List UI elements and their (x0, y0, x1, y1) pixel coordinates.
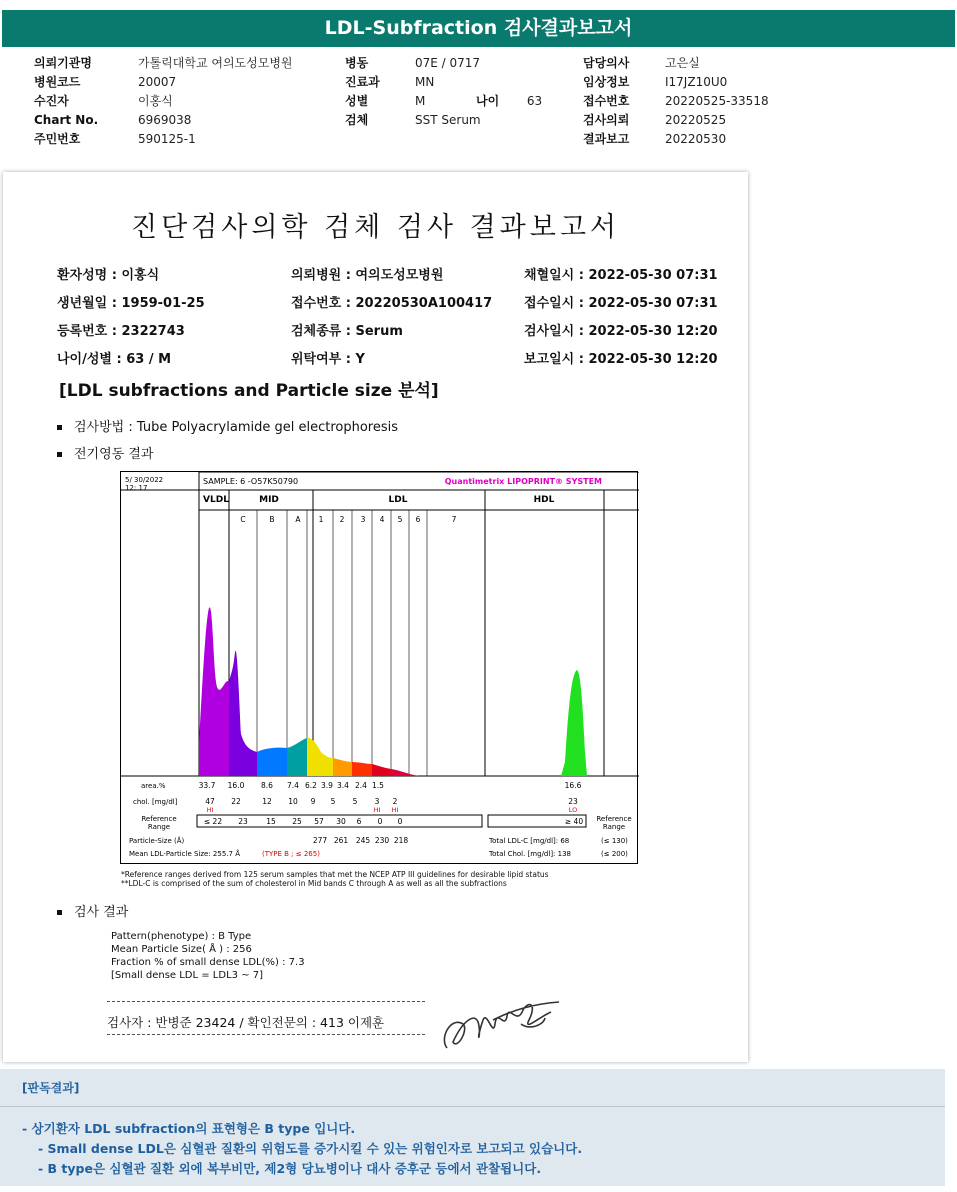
judgement-title: [판독결과] (22, 1081, 80, 1095)
chart-brand: Quantimetrix LIPOPRINT® SYSTEM (444, 477, 602, 486)
chart-chol-value: 10 (288, 797, 298, 806)
chart-area-value: 6.2 (305, 781, 317, 790)
header-col3 (583, 54, 769, 149)
chart-ref-label: Range (602, 823, 626, 831)
info-test-time: 검사일시 : 2022-05-30 12:20 (524, 324, 718, 339)
info-specimen: 검체종류 : Serum (291, 324, 403, 339)
chart-ref-value: ≤ 22 (203, 817, 223, 826)
chart-peak (199, 607, 229, 776)
header-value: 20220525-33518 (665, 94, 769, 108)
chart-chol-label: chol. [mg/dl] (133, 798, 178, 806)
result-definition: [Small dense LDL = LDL3 ~ 7] (111, 970, 264, 981)
chart-chol-value: 5 (330, 797, 336, 806)
info-collect-time: 채혈일시 : 2022-05-30 07:31 (524, 268, 718, 283)
chart-band-label: B (269, 515, 275, 524)
chart-group-label: VLDL (203, 495, 229, 505)
header-row (583, 111, 769, 130)
chart-ref-value: 0 (377, 817, 383, 826)
chart-ref-label: Reference (141, 815, 177, 823)
chart-area-value: 8.6 (261, 781, 273, 790)
chart-flag: LO (568, 806, 578, 814)
chart-ref-value: 30 (336, 817, 346, 826)
header-row (583, 92, 769, 111)
chart-chol-value: 47 (205, 797, 215, 806)
method-line (57, 416, 398, 435)
chart-area-value: 33.7 (198, 781, 216, 790)
result-fraction: Fraction % of small dense LDL(%) : 7.3 (111, 957, 305, 968)
chart-ref-value: 15 (266, 817, 276, 826)
chart-area-label: area.% (141, 782, 166, 790)
header-label: 접수번호 (583, 94, 630, 108)
info-consign: 위탁여부 : Y (291, 352, 365, 367)
chart-ref-label: Reference (596, 815, 632, 823)
header-value: 고은실 (665, 56, 700, 70)
chart-ref-value: 23 (238, 817, 248, 826)
header-label: 담당의사 (583, 56, 630, 70)
header-value: 가톨릭대학교 여의도성모병원 (138, 56, 293, 70)
bullet-icon (57, 452, 62, 457)
header-value: 20007 (138, 75, 177, 89)
header-row (583, 73, 769, 92)
chart-band-label: 3 (360, 515, 366, 524)
section-title: [LDL subfractions and Particle size 분석] (59, 381, 439, 401)
chart-total-ldl-ref: (≤ 130) (601, 837, 628, 845)
footnote-2: **LDL-C is comprised of the sum of cholesterol in Mid bands C through A as well as all the subfractions (121, 879, 507, 888)
header-row (34, 92, 293, 111)
header-label: 성별 (345, 94, 369, 108)
header-label: 검체 (345, 113, 369, 127)
chart-ref-value: 0 (397, 817, 403, 826)
chart-area-value: 16.0 (227, 781, 245, 790)
report-document (3, 172, 748, 1062)
header-row (345, 111, 481, 130)
footnote-1: *Reference ranges derived from 125 serum samples that met the NCEP ATP III guidelines for desirable lipid status (121, 870, 549, 879)
chart-band-label: C (240, 515, 246, 524)
chart-band-label: A (295, 515, 301, 524)
header-row (34, 111, 293, 130)
page-title: LDL-Subfraction 검사결과보고서 (2, 10, 955, 47)
chart-area-value: 16.6 (564, 781, 582, 790)
header-value: MN (415, 75, 435, 89)
judgement-line-3: - B type은 심혈관 질환 외에 복부비만, 제2형 당뇨병이나 대사 증후군 등에서 관찰됩니다. (38, 1161, 542, 1176)
header-row (34, 73, 293, 92)
header-label: 의뢰기관명 (34, 56, 92, 70)
age-label: 나이 (476, 94, 500, 108)
chart-peak (333, 758, 352, 776)
result-heading: 검사 결과 (74, 905, 129, 920)
header-col1 (34, 54, 293, 149)
chart-band-label: 4 (379, 515, 385, 524)
signature-text: 검사자 : 반병준 23424 / 확인전문의 : 413 이제훈 (107, 1015, 385, 1030)
chart-band-label: 6 (415, 515, 421, 524)
chart-ref-value: 57 (314, 817, 324, 826)
result-heading-line (57, 901, 128, 920)
chart-chol-value: 5 (352, 797, 358, 806)
chart-band-label: 5 (397, 515, 403, 524)
chart-flag: HI (373, 806, 381, 814)
report-title: 진단검사의학 검체 검사 결과보고서 (131, 212, 620, 243)
header-label: 진료과 (345, 75, 380, 89)
header-value: 20220525 (665, 113, 727, 127)
chart-group-label: LDL (388, 495, 408, 505)
chart-sample: SAMPLE: 6 -O57K50790 (203, 477, 299, 486)
header-label: 결과보고 (583, 132, 630, 146)
chart-group-label: HDL (533, 495, 555, 505)
chart-total-chol: Total Chol. [mg/dl]: 138 (489, 850, 571, 858)
chart-peak (229, 651, 257, 776)
header-label: 병동 (345, 56, 369, 70)
chart-peak (307, 738, 333, 776)
chart-area-value: 3.4 (337, 781, 349, 790)
judgement-panel (0, 1069, 945, 1186)
header-row (345, 92, 481, 111)
chart-chol-value: 23 (568, 797, 578, 806)
chart-band-label: 7 (451, 515, 457, 524)
chart-date: 5/ 30/2022 (125, 476, 164, 484)
chart-ref-value: ≥ 40 (564, 817, 584, 826)
info-hospital: 의뢰병원 : 여의도성모병원 (291, 268, 444, 283)
info-name: 환자성명 : 이홍식 (57, 268, 160, 283)
chart-peak (372, 764, 391, 776)
bullet-icon (57, 425, 62, 430)
electrophoresis-chart (120, 471, 638, 864)
chart-ps-value: 261 (333, 836, 349, 845)
chart-type-label: (TYPE B ; ≤ 265) (262, 850, 320, 858)
header-row (34, 130, 293, 149)
method-text: 검사방법 : Tube Polyacrylamide gel electrophoresis (74, 420, 399, 435)
header-label: 검사의뢰 (583, 113, 630, 127)
chart-area-value: 2.4 (355, 781, 367, 790)
chart-flag: HI (206, 806, 214, 814)
header-label: 수진자 (34, 94, 69, 108)
header-row (345, 54, 481, 73)
judgement-line-1: - 상기환자 LDL subfraction의 표현형은 B type 입니다. (22, 1121, 356, 1136)
header-label: 임상정보 (583, 75, 630, 89)
header-row (583, 54, 769, 73)
header-label: 주민번호 (34, 132, 81, 146)
chart-area-value: 1.5 (372, 781, 384, 790)
info-regno: 등록번호 : 2322743 (57, 324, 185, 339)
chart-chol-value: 3 (374, 797, 380, 806)
header-value: 6969038 (138, 113, 192, 127)
chart-mean-label: Mean LDL-Particle Size: 255.7 Å (129, 850, 240, 858)
header-value: 20220530 (665, 132, 727, 146)
info-age-sex: 나이/성별 : 63 / M (57, 352, 172, 367)
header-value: 590125-1 (138, 132, 196, 146)
electrophoresis-svg (121, 472, 639, 865)
electro-text: 전기영동 결과 (74, 447, 154, 462)
header-row (34, 54, 293, 73)
chart-total-ldl: Total LDL-C [mg/dl]: 68 (489, 837, 570, 845)
info-birth: 생년월일 : 1959-01-25 (57, 296, 205, 311)
info-receipt-time: 접수일시 : 2022-05-30 07:31 (524, 296, 718, 311)
chart-time: 12: 17 (125, 484, 148, 492)
signature-image (433, 990, 563, 1062)
chart-ps-value: 277 (312, 836, 328, 845)
divider (107, 1001, 425, 1002)
header-row (345, 73, 481, 92)
header-label: Chart No. (34, 113, 99, 127)
judgement-line-2: - Small dense LDL은 심혈관 질환의 위험도를 증가시킬 수 있는 위험인자로 보고되고 있습니다. (38, 1141, 583, 1156)
result-list (111, 930, 305, 982)
chart-ps-value: 230 (374, 836, 390, 845)
chart-ps-label: Particle-Size (Å) (129, 837, 185, 845)
chart-chol-value: 2 (392, 797, 398, 806)
chart-area-value: 3.9 (321, 781, 333, 790)
result-pattern: Pattern(phenotype) : B Type (111, 931, 252, 942)
chart-chol-value: 9 (310, 797, 316, 806)
chart-chol-value: 12 (262, 797, 272, 806)
divider (107, 1034, 425, 1035)
header-age (476, 92, 542, 111)
header-value: I17JZ10U0 (665, 75, 728, 89)
chart-peak (561, 670, 587, 776)
judgement-header (0, 1069, 945, 1107)
chart-flag: HI (391, 806, 399, 814)
age-value: 63 (526, 94, 543, 108)
chart-chol-value: 22 (231, 797, 241, 806)
chart-area-value: 7.4 (287, 781, 299, 790)
footnotes (121, 870, 549, 888)
header-label: 병원코드 (34, 75, 81, 89)
chart-peak (391, 769, 419, 776)
chart-ref-value: 25 (292, 817, 302, 826)
chart-ref-value: 6 (356, 817, 362, 826)
info-report-time: 보고일시 : 2022-05-30 12:20 (524, 352, 718, 367)
chart-ps-value: 218 (393, 836, 409, 845)
info-receipt: 접수번호 : 20220530A100417 (291, 296, 493, 311)
result-mean-size: Mean Particle Size( Å ) : 256 (111, 944, 252, 955)
chart-peak (352, 762, 372, 776)
electro-line (57, 443, 153, 462)
header-value: M (415, 94, 426, 108)
chart-band-label: 2 (339, 515, 345, 524)
chart-ref-label: Range (147, 823, 171, 831)
header-value: SST Serum (415, 113, 481, 127)
chart-total-chol-ref: (≤ 200) (601, 850, 628, 858)
chart-group-label: MID (259, 495, 279, 505)
header-col2 (345, 54, 481, 130)
chart-ps-value: 245 (355, 836, 371, 845)
chart-band-label: 1 (318, 515, 324, 524)
bullet-icon (57, 910, 62, 915)
header-value: 이홍식 (138, 94, 173, 108)
chart-peak (257, 748, 287, 776)
header-value: 07E / 0717 (415, 56, 481, 70)
chart-peak (287, 738, 307, 776)
header-row (583, 130, 769, 149)
